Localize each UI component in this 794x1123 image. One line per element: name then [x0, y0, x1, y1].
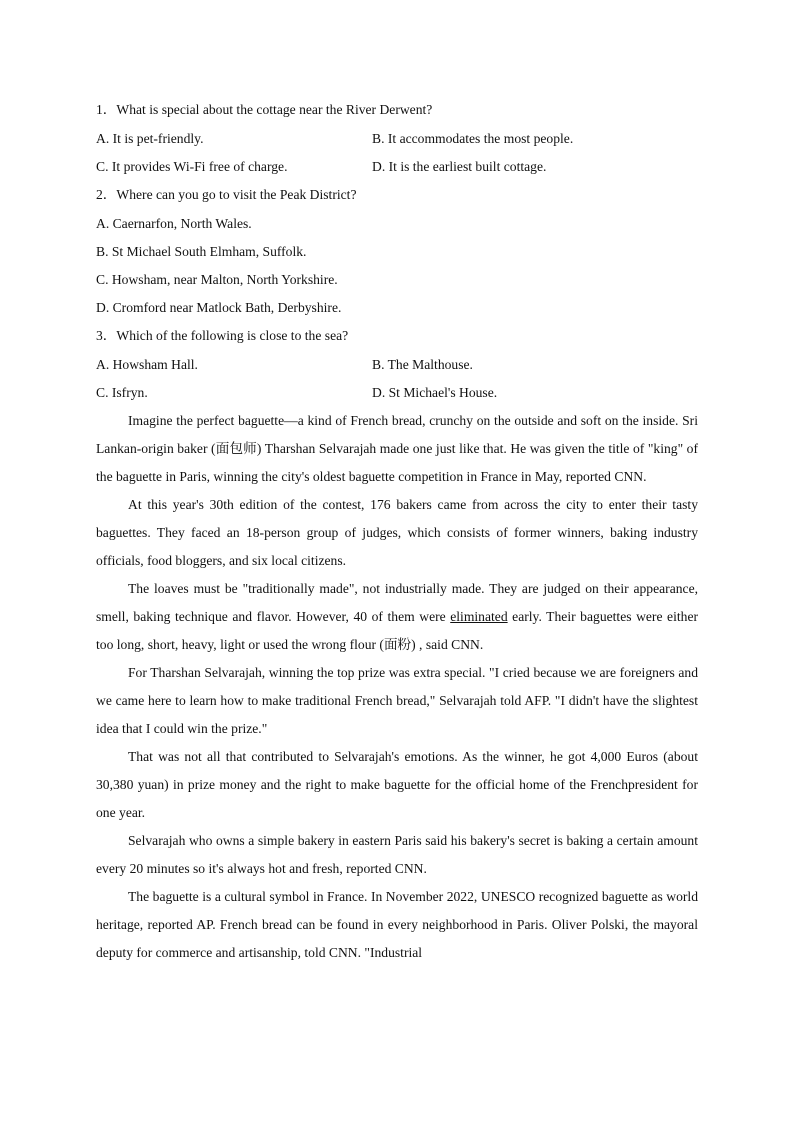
- question-1-option-b: B. It accommodates the most people.: [372, 131, 574, 146]
- question-1-stem: 1．What is special about the cottage near the River Derwent?: [96, 102, 433, 117]
- question-1-option-c: C. It provides Wi-Fi free of charge.: [96, 159, 288, 174]
- question-2-stem: 2．Where can you go to visit the Peak District?: [96, 187, 357, 202]
- question-1-option-a: A. It is pet-friendly.: [96, 131, 204, 146]
- question-2-option-a: A. Caernarfon, North Wales.: [96, 216, 252, 231]
- question-3-option-a: A. Howsham Hall.: [96, 357, 198, 372]
- question-1-option-d: D. It is the earliest built cottage.: [372, 159, 547, 174]
- passage-paragraph-2: At this year's 30th edition of the contest, 176 bakers came from across the city to enter their tasty baguettes. They faced an 18-person group of judges, which consists of former winners, baking industry officials, food bloggers, and six local citizens.: [96, 497, 698, 568]
- passage-paragraph-3: [96, 575, 698, 659]
- passage-paragraph-1: Imagine the perfect baguette—a kind of French bread, crunchy on the outside and soft on the inside. Sri Lankan-origin baker (面包师) Tharshan Selvarajah made one just like that. He was given the title of "king" of the baguette in Paris, winning the city's oldest baguette competition in France in May, reported CNN.: [96, 413, 698, 484]
- question-2-option-c: C. Howsham, near Malton, North Yorkshire.: [96, 272, 338, 287]
- question-2-option-b: B. St Michael South Elmham, Suffolk.: [96, 244, 307, 259]
- passage-paragraph-4: For Tharshan Selvarajah, winning the top prize was extra special. "I cried because we are foreigners and we came here to learn how to make traditional French bread," Selvarajah told AFP. "I didn't have the slightest idea that I could win the prize.": [96, 665, 698, 736]
- passage-paragraph-3-text-end: early. Their baguettes were either too long, short, heavy, light or used the wrong flour (面粉) , said CNN.: [96, 609, 699, 652]
- question-3-option-b: B. The Malthouse.: [372, 357, 473, 372]
- worksheet-page: [96, 96, 698, 967]
- question-1-options-row-2: [96, 153, 698, 181]
- question-3-options-row-2: [96, 379, 698, 407]
- passage-paragraph-3-text-start: The loaves must be "traditionally made", not industrially made. They are judged on their appearance, smell, baking technique and flavor. However, 40 of them were: [96, 581, 698, 624]
- underlined-word-eliminated: eliminated: [450, 609, 508, 624]
- question-3-options-row-1: [96, 351, 698, 379]
- passage-paragraph-7: The baguette is a cultural symbol in France. In November 2022, UNESCO recognized baguette as world heritage, reported AP. French bread can be found in every neighborhood in Paris. Oliver Polski, the mayoral deputy for commerce and artisanship, told CNN. "Industrial: [96, 889, 698, 960]
- passage-paragraph-5: That was not all that contributed to Selvarajah's emotions. As the winner, he got 4,000 Euros (about 30,380 yuan) in prize money and the right to make baguette for the official home of the Frenchpresident for one year.: [96, 749, 698, 820]
- question-1-options-row-1: [96, 125, 698, 153]
- question-3-stem: 3．Which of the following is close to the sea?: [96, 328, 349, 343]
- question-2-option-d: D. Cromford near Matlock Bath, Derbyshire.: [96, 300, 342, 315]
- passage-paragraph-6: Selvarajah who owns a simple bakery in eastern Paris said his bakery's secret is baking a certain amount every 20 minutes so it's always hot and fresh, reported CNN.: [96, 833, 698, 876]
- question-3-option-d: D. St Michael's House.: [372, 385, 498, 400]
- question-3-option-c: C. Isfryn.: [96, 385, 148, 400]
